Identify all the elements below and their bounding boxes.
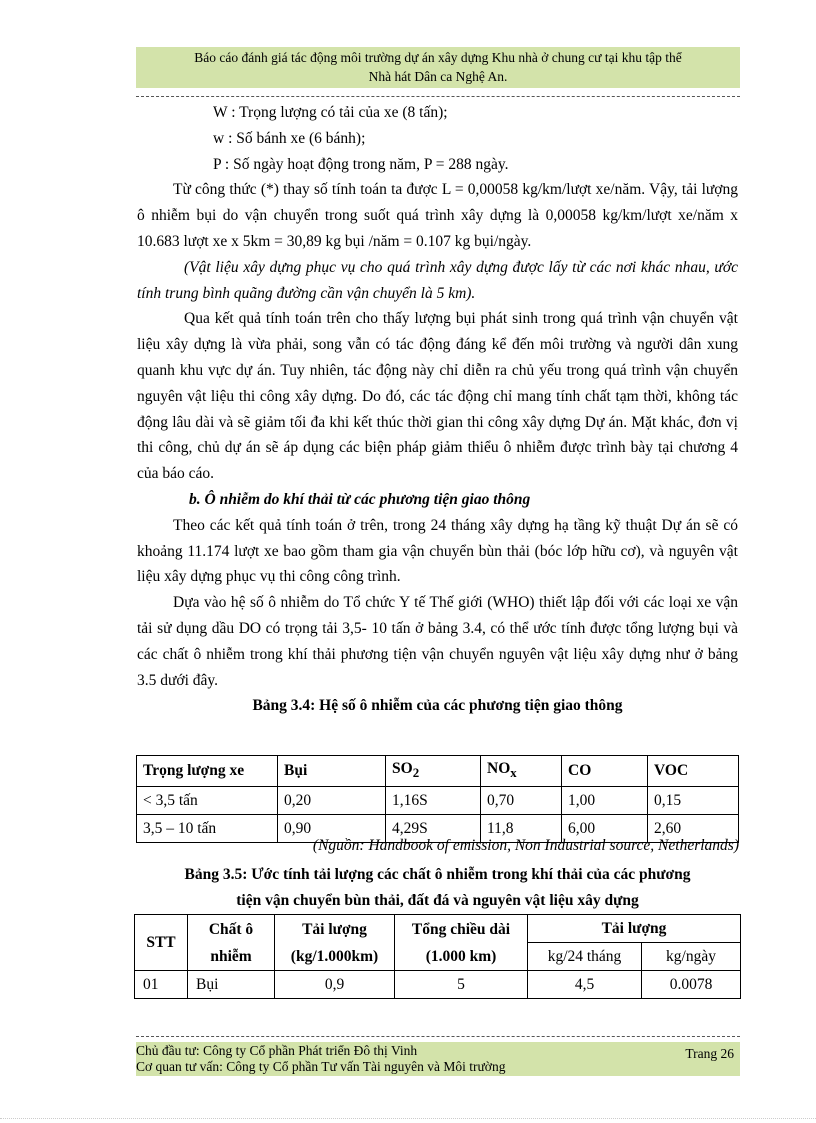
cell-co: 1,00: [562, 787, 648, 815]
footer-investor: Chủ đầu tư: Công ty Cổ phần Phát triển Đô thị Vinh: [136, 1043, 418, 1058]
footer-left: [136, 1043, 505, 1075]
th-pollutant: [188, 915, 275, 971]
th-pollutant-line-2: nhiễm: [210, 947, 252, 965]
th-kg-per-day: kg/ngày: [642, 943, 741, 971]
table-3-4: [136, 755, 739, 843]
table-header-row: [137, 756, 739, 787]
th-so2: [386, 756, 481, 787]
cell-kg-per-day: 0.0078: [642, 971, 741, 999]
paragraph-vehicles: Theo các kết quả tính toán ở trên, trong 24 tháng xây dựng hạ tầng kỹ thuật Dự án sẽ có khoảng 11.174 lượt xe bao gồm tham gia vận chuyển bùn thải (bóc lớp hữu cơ), và nguyên vật liệu xây dựng phục vụ thi công công trình.: [137, 516, 738, 586]
table-3-5-caption: [136, 862, 739, 914]
cell-voc: 2,60: [648, 815, 739, 843]
cell-weight: < 3,5 tấn: [137, 787, 278, 815]
table-row: [137, 787, 739, 815]
document-body: [137, 100, 738, 719]
th-vehicle-weight: Trọng lượng xe: [137, 756, 278, 787]
footer-consultant: Cơ quan tư vấn: Công ty Cổ phần Tư vấn Tài nguyên và Môi trường: [136, 1059, 506, 1074]
table-3-5-caption-line-1: Bảng 3.5: Ước tính tải lượng các chất ô nhiễm trong khí thải của các phương: [184, 866, 691, 883]
cell-so2: 4,29S: [386, 815, 481, 843]
paragraph-who: Dựa vào hệ số ô nhiễm do Tổ chức Y tế Thế giới (WHO) thiết lập đối với các loại xe vận tải sử dụng dầu DO có trọng tải 3,5- 10 tấn ở bảng 3.4, có thể ước tính được tổng lượng bụi và các chất ô nhiễm trong khí thải phương tiện vận chuyển nguyên vật liệu xây dựng như ở bảng 3.5 dưới đây.: [137, 594, 738, 689]
cell-voc: 0,15: [648, 787, 739, 815]
variable-w: w : Số bánh xe (6 bánh);: [213, 129, 366, 147]
table-3-4-source: (Nguồn: Handbook of emission, Non Industrial source, Netherlands): [312, 837, 739, 854]
paragraph-calculation: Từ công thức (*) thay số tính toán ta được L = 0,00058 kg/km/lượt xe/năm. Vậy, tải lượng ô nhiễm bụi do vận chuyển trong suốt quá trình xây dựng là 0,00058 kg/km/lượt xe/năm x 10.683 lượt xe x 5km = 30,89 kg bụi /năm = 0.107 kg bụi/ngày.: [137, 181, 738, 250]
cell-pollutant: Bụi: [188, 971, 275, 999]
cell-load: 0,9: [275, 971, 395, 999]
cell-total-length: 5: [395, 971, 528, 999]
page-footer: [136, 1042, 740, 1076]
th-stt: STT: [135, 915, 188, 971]
th-total-length-line-2: (1.000 km): [425, 947, 497, 965]
header-divider: [136, 96, 740, 97]
cell-dust: 0,90: [278, 815, 386, 843]
th-so2-label: SO: [392, 760, 413, 777]
th-load-group: Tải lượng: [528, 915, 741, 943]
header-line-2: Nhà hát Dân ca Nghệ An.: [368, 69, 508, 84]
footer-divider: [136, 1036, 740, 1037]
variable-p: P : Số ngày hoạt động trong năm, P = 288 ngày.: [213, 155, 509, 173]
th-nox: [481, 756, 562, 787]
paragraph-conclusion: Qua kết quả tính toán trên cho thấy lượng bụi phát sinh trong quá trình vận chuyển vật liệu xây dựng là vừa phải, song vẫn có tác động đáng kể đến môi trường và người dân xung quanh khu vực dự án. Tuy nhiên, tác động này chỉ diễn ra chủ yếu trong quá trình vận chuyển nguyên vật liệu thi công xây dựng. Do đó, các tác động chỉ mang tính chất tạm thời, không tác động lâu dài và sẽ giảm tối đa khi kết thúc thời gian thi công xây dựng Dự án. Mặt khác, đơn vị thi công, chủ dự án sẽ áp dụng các biện pháp giảm thiểu ô nhiễm được trình bày tại chương 4 của báo cáo.: [137, 310, 738, 483]
cell-co: 6,00: [562, 815, 648, 843]
th-load-line-2: (kg/1.000km): [290, 947, 379, 965]
th-total-length: [395, 915, 528, 971]
table-3-5-caption-line-2: tiện vận chuyển bùn thải, đất đá và nguyên vật liệu xây dựng: [236, 892, 639, 909]
cell-nox: 0,70: [481, 787, 562, 815]
th-kg-24-months: kg/24 tháng: [528, 943, 642, 971]
th-so2-sub: 2: [412, 765, 420, 781]
section-heading-b: b. Ô nhiễm do khí thải từ các phương tiện giao thông: [189, 490, 531, 508]
th-dust: Bụi: [278, 756, 386, 787]
cell-so2: 1,16S: [386, 787, 481, 815]
th-co: CO: [562, 756, 648, 787]
th-total-length-line-1: Tổng chiều dài: [411, 920, 511, 938]
th-load-line-1: Tải lượng: [302, 920, 367, 938]
cell-kg-24-months: 4,5: [528, 971, 642, 999]
cell-stt: 01: [135, 971, 188, 999]
th-nox-sub: x: [510, 765, 517, 781]
variable-w-cap: W : Trọng lượng có tải của xe (8 tấn);: [213, 104, 448, 121]
page-header: [136, 47, 740, 88]
header-line-1: Báo cáo đánh giá tác động môi trường dự án xây dựng Khu nhà ở chung cư tại khu tập thể: [194, 50, 682, 65]
page-number: Trang 26: [685, 1046, 734, 1061]
th-voc: VOC: [648, 756, 739, 787]
th-pollutant-line-1: Chất ô: [208, 920, 254, 938]
page-bottom-edge: [0, 1118, 816, 1119]
paragraph-note: (Vật liệu xây dựng phục vụ cho quá trình xây dựng được lấy từ các nơi khác nhau, ước tính trung bình quãng đường cần vận chuyển là 5 km).: [137, 258, 738, 302]
cell-dust: 0,20: [278, 787, 386, 815]
th-load: [275, 915, 395, 971]
th-nox-label: NO: [487, 760, 511, 777]
cell-weight: 3,5 – 10 tấn: [137, 815, 278, 843]
table-3-4-caption: Bảng 3.4: Hệ số ô nhiễm của các phương tiện giao thông: [252, 697, 623, 715]
table-row: [135, 971, 741, 999]
table-header-row: [135, 915, 741, 943]
table-3-5: [134, 914, 741, 999]
cell-nox: 11,8: [481, 815, 562, 843]
